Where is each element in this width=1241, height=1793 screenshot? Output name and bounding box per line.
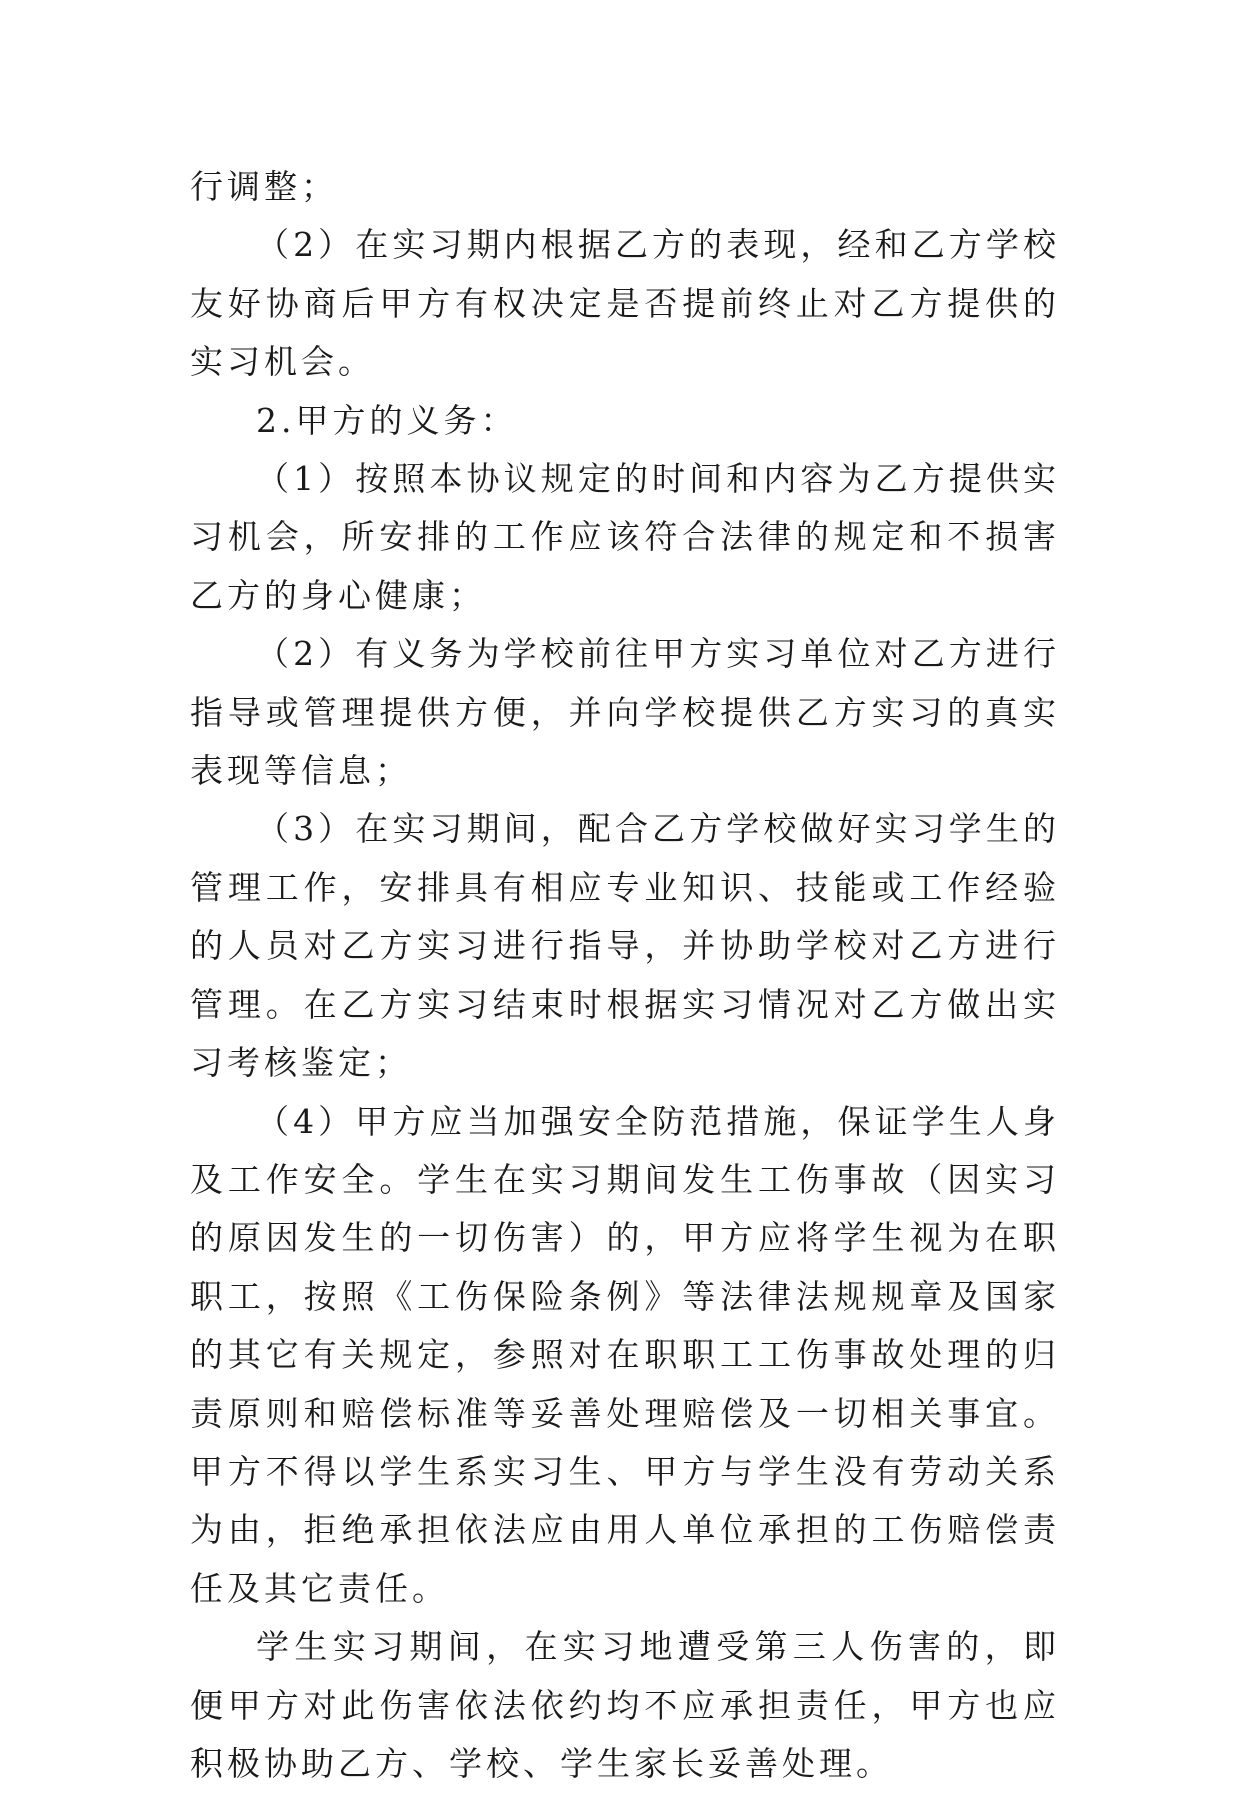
document-body [190, 158, 1060, 1793]
paragraph-obligation-4: （4）甲方应当加强安全防范措施，保证学生人身及工作安全。学生在实习期间发生工伤事故（因实习的原因发生的一切伤害）的，甲方应将学生视为在职职工，按照《工伤保险条例》等法律法规规章及国家的其它有关规定，参照对在职职工工伤事故处理的归责原则和赔偿标准等妥善处理赔偿及一切相关事宜。甲方不得以学生系实习生、甲方与学生没有劳动关系为由，拒绝承担依法应由用人单位承担的工伤赔偿责任及其它责任。 [190, 1101, 1060, 1608]
paragraph-obligation-2: （2）有义务为学校前往甲方实习单位对乙方进行指导或管理提供方便，并向学校提供乙方实习的真实表现等信息； [190, 634, 1060, 791]
paragraph-right-2: （2）在实习期内根据乙方的表现，经和乙方学校友好协商后甲方有权决定是否提前终止对乙方提供的实习机会。 [190, 225, 1060, 382]
section-heading-obligations: 2.甲方的义务： [256, 400, 518, 440]
paragraph-third-party-injury: 学生实习期间，在实习地遭受第三人伤害的，即便甲方对此伤害依法依约均不应承担责任，甲方也应积极协助乙方、学校、学生家长妥善处理。 [190, 1627, 1060, 1783]
paragraph-continuation: 行调整； [190, 167, 338, 206]
paragraph-obligation-1: （1）按照本协议规定的时间和内容为乙方提供实习机会，所安排的工作应该符合法律的规定和不损害乙方的身心健康； [190, 459, 1060, 615]
paragraph-obligation-3: （3）在实习期间，配合乙方学校做好实习学生的管理工作，安排具有相应专业知识、技能或工作经验的人员对乙方实习进行指导，并协助学校对乙方进行管理。在乙方实习结束时根据实习情况对乙方做出实习考核鉴定； [190, 809, 1060, 1083]
